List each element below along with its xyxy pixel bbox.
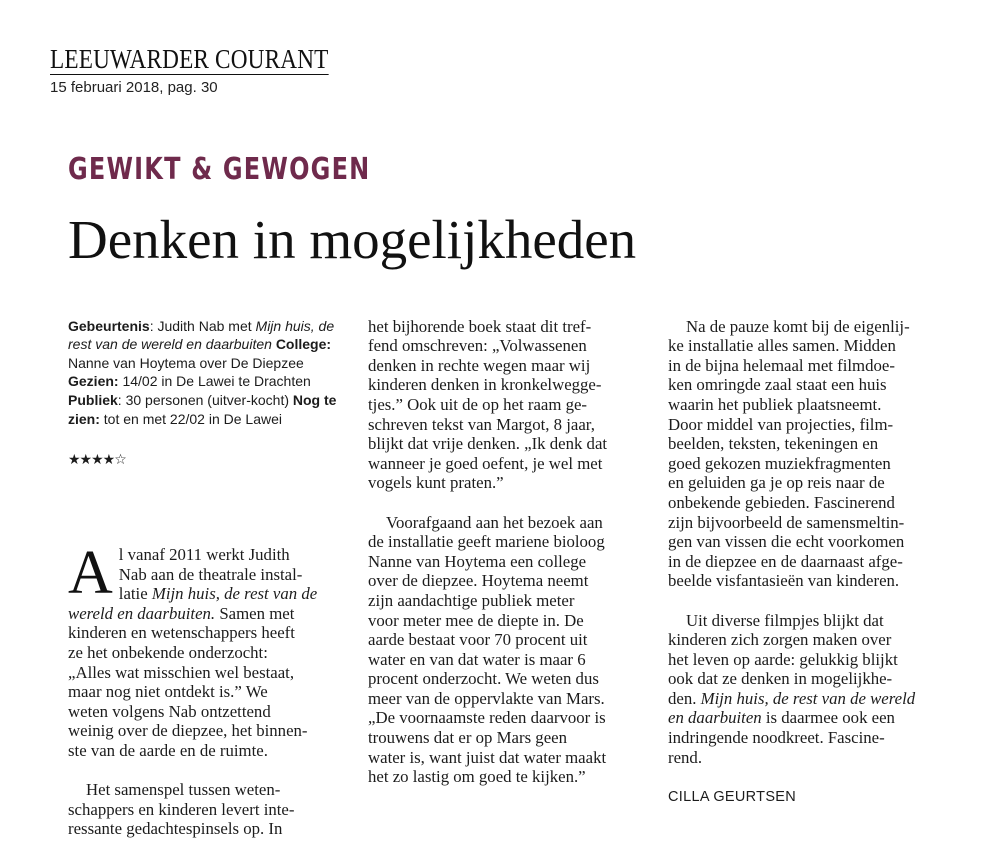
college-label: College: bbox=[275, 336, 332, 353]
body-paragraph: Na de pauze komt bij de eigenlij- ke installatie alles samen. Midden in de bijna helemaal met filmdoe- ken omringde zaal staat een huis waarin het publiek plaatsneemt. Door middel van projecties, film- beelden, teksten, tekeningen en goed gekozen muziekfragmenten en geluiden ga je op reis naar de onbekende gebieden. Fascinerend zijn bijvoorbeeld de samensmeltin- gen van vissen die echt voorkomen in de diepzee en de daarnaast afge- beelde visfantasieën van kinderen. bbox=[668, 316, 910, 591]
body-paragraph: Voorafgaand aan het bezoek aan de installatie geeft mariene bioloog Nanne van Hoytema een college over de diepzee. Hoytema neemt zijn aandachtige publiek meter voor meter mee de diepte in. De aarde bestaat voor 70 procent uit water en van dat water is maar 6 procent onderzocht. We weten dus meer van de oppervlakte van Mars. „De voornaamste reden daarvoor is trouwens dat er op Mars geen water is, want juist dat water maakt het zo lastig om goed te kijken.” bbox=[368, 512, 607, 787]
closing-title-italic: Mijn huis, de rest van de wereld en daarbuiten bbox=[668, 688, 916, 728]
drop-cap: A bbox=[68, 538, 113, 607]
college-value: Nanne van Hoytema over De Diepzee bbox=[68, 354, 304, 371]
seen-label: Gezien: bbox=[68, 373, 119, 390]
masthead bbox=[50, 44, 350, 97]
event-label: Gebeurtenis bbox=[68, 317, 150, 334]
article-column-2 bbox=[368, 297, 646, 806]
still-showing-label: Nog te zien: bbox=[68, 391, 337, 427]
body-paragraph: Het samenspel tussen weten- schappers en kinderen levert inte- ressante gedachtespinsels op. In bbox=[68, 780, 295, 839]
article-column-3 bbox=[668, 297, 946, 826]
article-column-1 bbox=[68, 297, 346, 858]
author-byline: CILLA GEURTSEN bbox=[668, 788, 797, 805]
event-pre: : Judith Nab met bbox=[149, 317, 256, 334]
publication-date-page: 15 februari 2018, pag. 30 bbox=[50, 79, 218, 96]
event-title: Mijn huis, de rest van de wereld en daarbuiten bbox=[68, 317, 335, 353]
section-rubric: GEWIKT & GEWOGEN bbox=[68, 152, 371, 187]
lead-text-1: l vanaf 2011 werkt Judith Nab aan de theatrale instal- latie bbox=[118, 544, 303, 604]
still-showing-value: tot en met 22/02 in De Lawei bbox=[99, 410, 282, 427]
article-headline: Denken in mogelijkheden bbox=[68, 209, 637, 270]
closing-paragraph bbox=[668, 611, 946, 768]
lead-paragraph bbox=[68, 538, 346, 761]
lead-title-italic: Mijn huis, de rest van de wereld en daarbuiten. bbox=[68, 584, 318, 623]
info-box bbox=[68, 317, 346, 429]
closing-text-1: Uit diverse filmpjes blijkt dat kinderen zich zorgen maken over het leven op aarde: gelukkig blijkt ook dat ze denken in mogelijkhe- den. bbox=[668, 610, 898, 708]
seen-value: 14/02 in De Lawei te Drachten bbox=[118, 373, 311, 390]
closing-text-2: is daarmee ook een indringende noodkreet. Fascine- rend. bbox=[668, 708, 895, 767]
audience-label: Publiek bbox=[68, 391, 118, 408]
body-paragraph: het bijhorende boek staat dit tref- fend omschreven: „Volwassenen denken in rechte wegen maar wij kinderen denken in kronkelwegge- tjes.” Ook uit de op het raam ge- schreven tekst van Margot, 8 jaar, blijkt dat vrije denken. „Ik denk dat wanneer je goed oefent, je wel met vogels kunt praten.” bbox=[368, 316, 608, 493]
audience-value: : 30 personen (uitver-kocht) bbox=[117, 391, 293, 408]
lead-text-2: Samen met kinderen en wetenschappers heeft ze het onbekende onderzocht: „Alles wat misschien wel bestaat, maar nog niet ontdekt is.” We weten volgens Nab ontzettend weinig over de diepzee, het binnen- ste van de aarde en de ruimte. bbox=[68, 603, 308, 760]
rating-stars-icon: ★★★★☆ bbox=[68, 451, 126, 468]
newspaper-name: LEEUWARDER COURANT bbox=[50, 44, 329, 74]
